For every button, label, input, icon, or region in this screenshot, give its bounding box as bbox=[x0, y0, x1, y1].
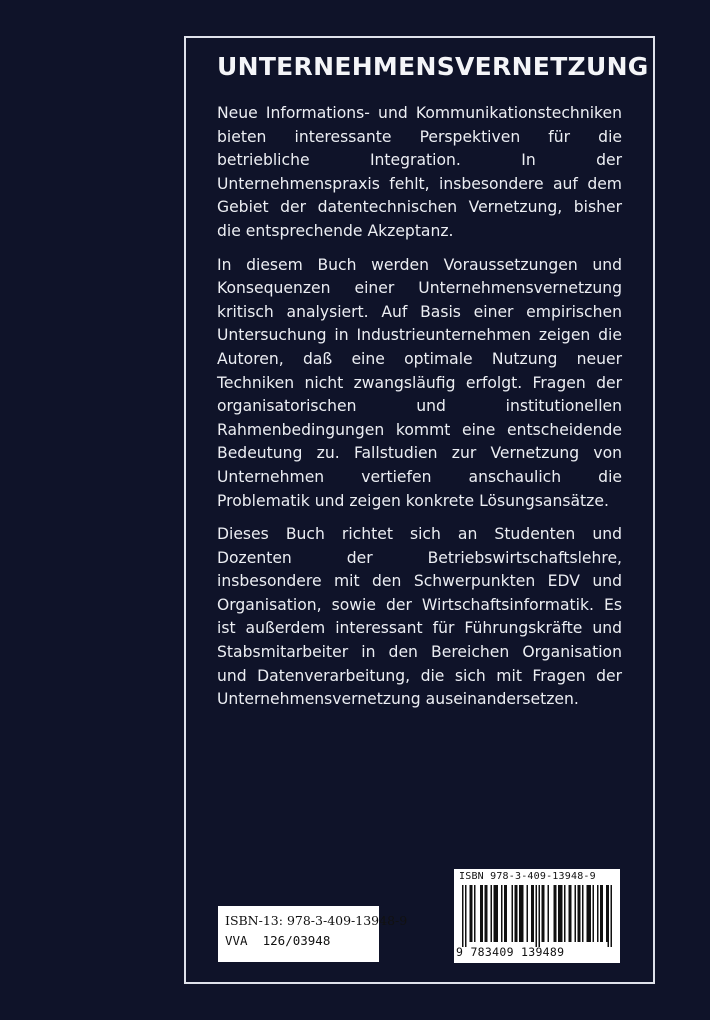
barcode-bar bbox=[470, 885, 472, 942]
barcode-bar bbox=[579, 885, 581, 942]
barcode-bar bbox=[587, 885, 589, 942]
paragraph-intro: Neue Informations- und Kommunikationstechniken bieten interessante Perspektiven für die betriebliche Integration. In der Unternehmenspraxis fehlt, insbesondere auf dem Gebiet der datentechnischen Vernetzung, bisher die entsprechende Akzeptanz. bbox=[217, 104, 622, 240]
barcode-bar bbox=[519, 885, 521, 942]
paragraph-audience: Dieses Buch richtet sich an Studenten und Dozenten der Betriebswirtschaftslehre, insbesondere mit den Schwerpunkten EDV und Organisation, sowie der Wirtschaftsinformatik. Es ist außerdem interessant für Führungskräfte und Stabsmitarbeiter in den Bereichen Organisation und Datenverarbeitung, die sich mit Fragen der Unternehmensvernetzung auseinandersetzen. bbox=[217, 525, 622, 709]
isbn-sticker bbox=[218, 906, 408, 962]
barcode-bar bbox=[539, 885, 541, 947]
barcode-bar bbox=[606, 885, 608, 942]
barcode-bar bbox=[504, 885, 506, 942]
barcode-bar bbox=[465, 885, 467, 947]
barcode-bar bbox=[588, 885, 590, 942]
barcode-icon bbox=[462, 885, 614, 947]
barcode-bar bbox=[578, 885, 580, 942]
barcode-bar bbox=[462, 885, 464, 947]
barcode-label bbox=[454, 869, 620, 963]
barcode-bar bbox=[569, 885, 571, 942]
barcode-bar bbox=[542, 885, 544, 942]
barcode-bar bbox=[561, 885, 563, 942]
barcode-bar bbox=[600, 885, 602, 942]
vva-number-text: VVA 126/03948 bbox=[225, 933, 331, 948]
barcode-bar bbox=[555, 885, 557, 942]
barcode-bar bbox=[548, 885, 550, 942]
barcode-bar bbox=[554, 885, 556, 942]
barcode-bar bbox=[485, 885, 487, 942]
barcode-bar bbox=[611, 885, 613, 947]
barcode-digits: 9 783409 139489 bbox=[456, 945, 565, 959]
back-cover-text bbox=[217, 102, 622, 722]
barcode-isbn-text: ISBN 978-3-409-13948-9 bbox=[459, 871, 596, 882]
barcode-bar bbox=[516, 885, 518, 942]
barcode-bar bbox=[531, 885, 533, 942]
barcode-bar bbox=[590, 885, 592, 942]
barcode-bar bbox=[471, 885, 473, 942]
barcode-bar bbox=[575, 885, 577, 942]
isbn-13-text: ISBN-13: 978-3-409-13948-9 bbox=[225, 913, 408, 928]
barcode-bar bbox=[608, 885, 610, 947]
barcode-bar bbox=[486, 885, 488, 942]
barcode-bar bbox=[527, 885, 529, 942]
barcode-bar bbox=[570, 885, 572, 942]
barcode-bar bbox=[480, 885, 482, 942]
barcode-bar bbox=[602, 885, 604, 942]
barcode-bar bbox=[495, 885, 497, 942]
barcode-bar bbox=[521, 885, 523, 942]
barcode-bar bbox=[501, 885, 503, 942]
barcode-bar bbox=[482, 885, 484, 942]
barcode-bar bbox=[597, 885, 599, 942]
barcode-bar bbox=[474, 885, 476, 942]
paragraph-content: In diesem Buch werden Voraussetzungen und Konsequenzen einer Unternehmensvernetzung kritisch analysiert. Auf Basis einer empirischen Untersuchung in Industrieunternehmen zeigen die Autoren, daß eine optimale Nutzung neuer Techniken nicht zwangsläufig erfolgt. Fragen der organisatorischen und institutionellen Rahmenbedingungen kommt eine entscheidende Bedeutung zu. Fallstudien zur Vernetzung von Unternehmen vertiefen anschaulich die Problematik und zeigen konkrete Lösungsansätze. bbox=[217, 255, 622, 510]
barcode-bar bbox=[560, 885, 562, 942]
barcode-bar bbox=[506, 885, 508, 942]
book-title: UNTERNEHMENSVERNETZUNG bbox=[217, 52, 649, 81]
barcode-bar bbox=[494, 885, 496, 942]
barcode-bar bbox=[582, 885, 584, 942]
barcode-bar bbox=[512, 885, 514, 942]
barcode-bar bbox=[491, 885, 493, 942]
barcode-bar bbox=[593, 885, 595, 942]
barcode-bar bbox=[522, 885, 524, 942]
barcode-bar bbox=[564, 885, 566, 942]
barcode-bar bbox=[497, 885, 499, 942]
barcode-bar bbox=[533, 885, 535, 942]
barcode-bar bbox=[558, 885, 560, 942]
barcode-bar bbox=[543, 885, 545, 942]
barcode-bar bbox=[515, 885, 517, 942]
barcode-bar bbox=[536, 885, 538, 947]
